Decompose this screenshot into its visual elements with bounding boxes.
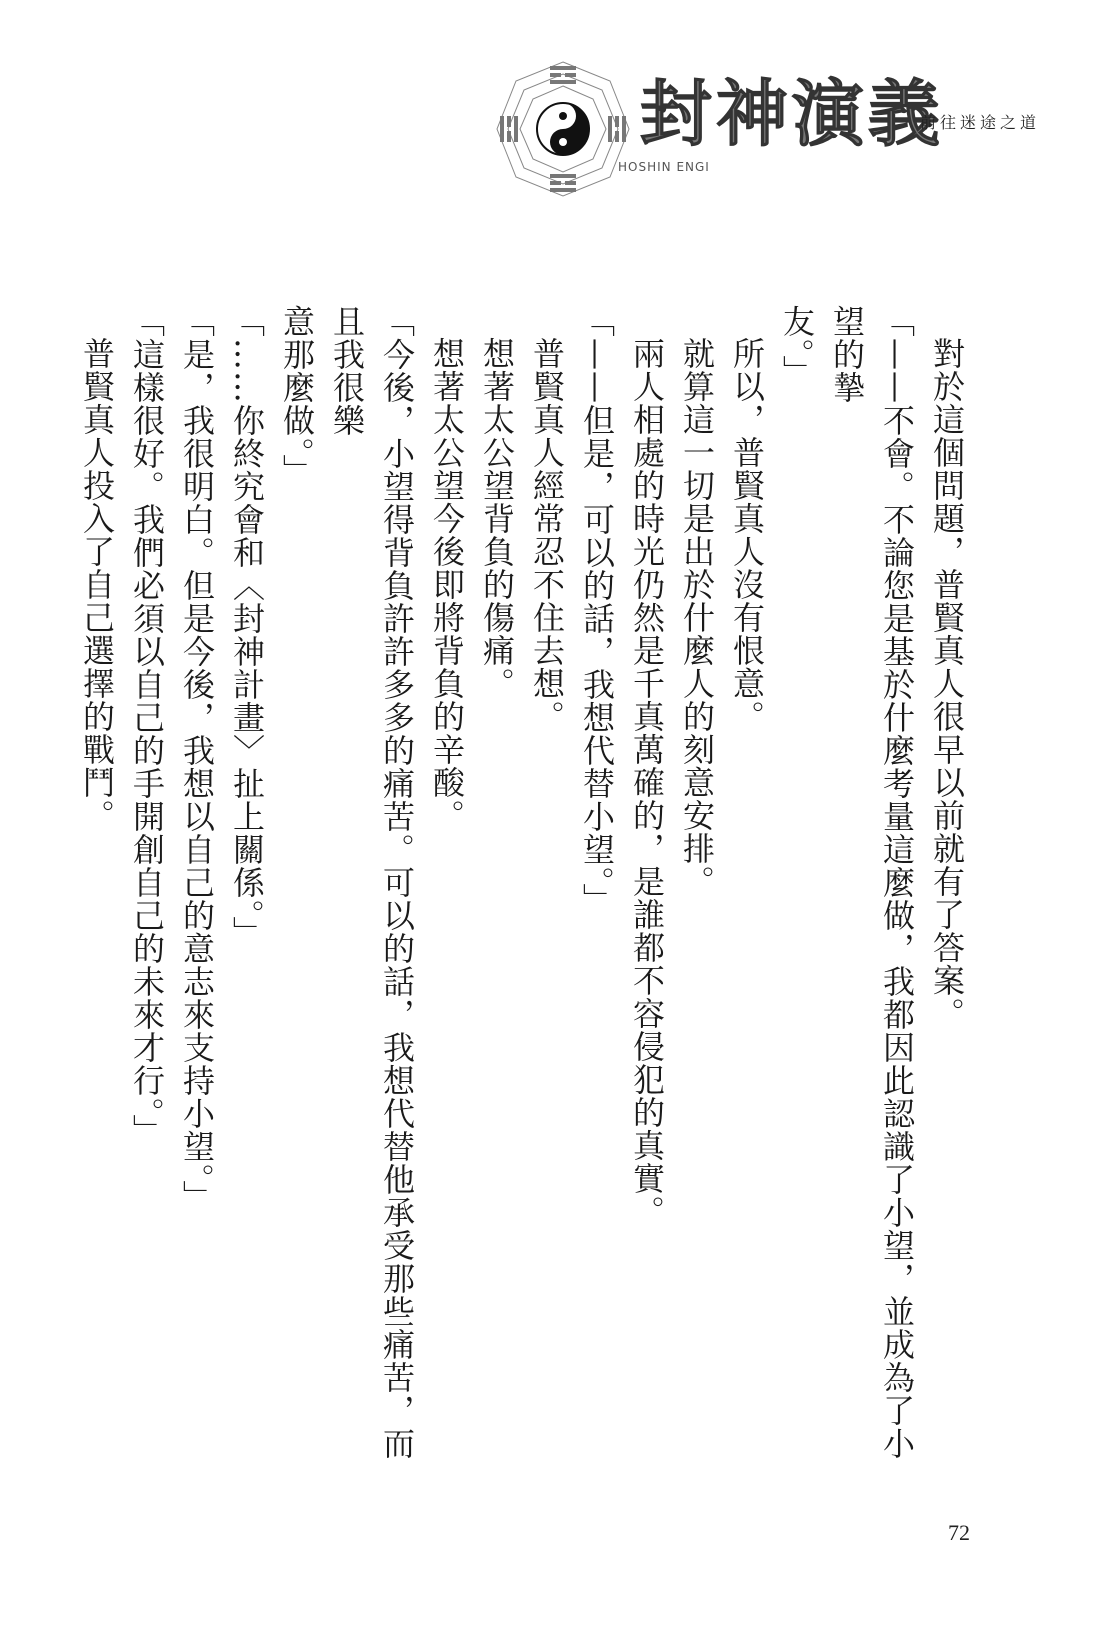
series-romaji: HOSHIN ENGI (618, 160, 710, 174)
text-line: 「——但是，可以的話，我想代替小望。」 (578, 305, 616, 916)
text-line: 對於這個問題，普賢真人很早以前就有了答案。 (928, 337, 966, 1030)
text-line: 普賢真人投入了自己選擇的戰鬥。 (78, 337, 116, 832)
text-line: 「……你終究會和〈封神計畫〉扯上關係。」 (228, 305, 266, 949)
series-title: 封神演義 (640, 72, 945, 156)
text-line: 「這樣很好。我們必須以自己的手開創自己的未來才行。」 (128, 305, 166, 1147)
text-line: 所以，普賢真人沒有恨意。 (728, 337, 766, 733)
text-line: 兩人相處的時光仍然是千真萬確的，是誰都不容侵犯的真實。 (628, 337, 666, 1228)
text-line: 意那麼做。」 (278, 305, 316, 487)
body-text (72, 305, 972, 1485)
bagua-yinyang-icon (488, 54, 638, 204)
text-line: 普賢真人經常忍不住去想。 (528, 337, 566, 733)
text-line: 「今後，小望得背負許許多多的痛苦。可以的話，我想代替他承受那些痛苦，而且我很樂 (328, 305, 416, 1460)
text-line: 想著太公望背負的傷痛。 (478, 337, 516, 700)
page-number: 72 (948, 1520, 970, 1545)
text-line: 「是，我很明白。但是今後，我想以自己的意志來支持小望。」 (178, 305, 216, 1213)
text-line: 友。」 (778, 305, 816, 388)
text-line: 想著太公望今後即將背負的辛酸。 (428, 337, 466, 832)
volume-subtitle: 前往迷途之道 (920, 113, 1041, 132)
text-line: 就算這一切是出於什麼人的刻意安排。 (678, 337, 716, 898)
text-line: 「——不會。不論您是基於什麼考量這麼做，我都因此認識了小望，並成為了小望的摯 (828, 305, 916, 1460)
